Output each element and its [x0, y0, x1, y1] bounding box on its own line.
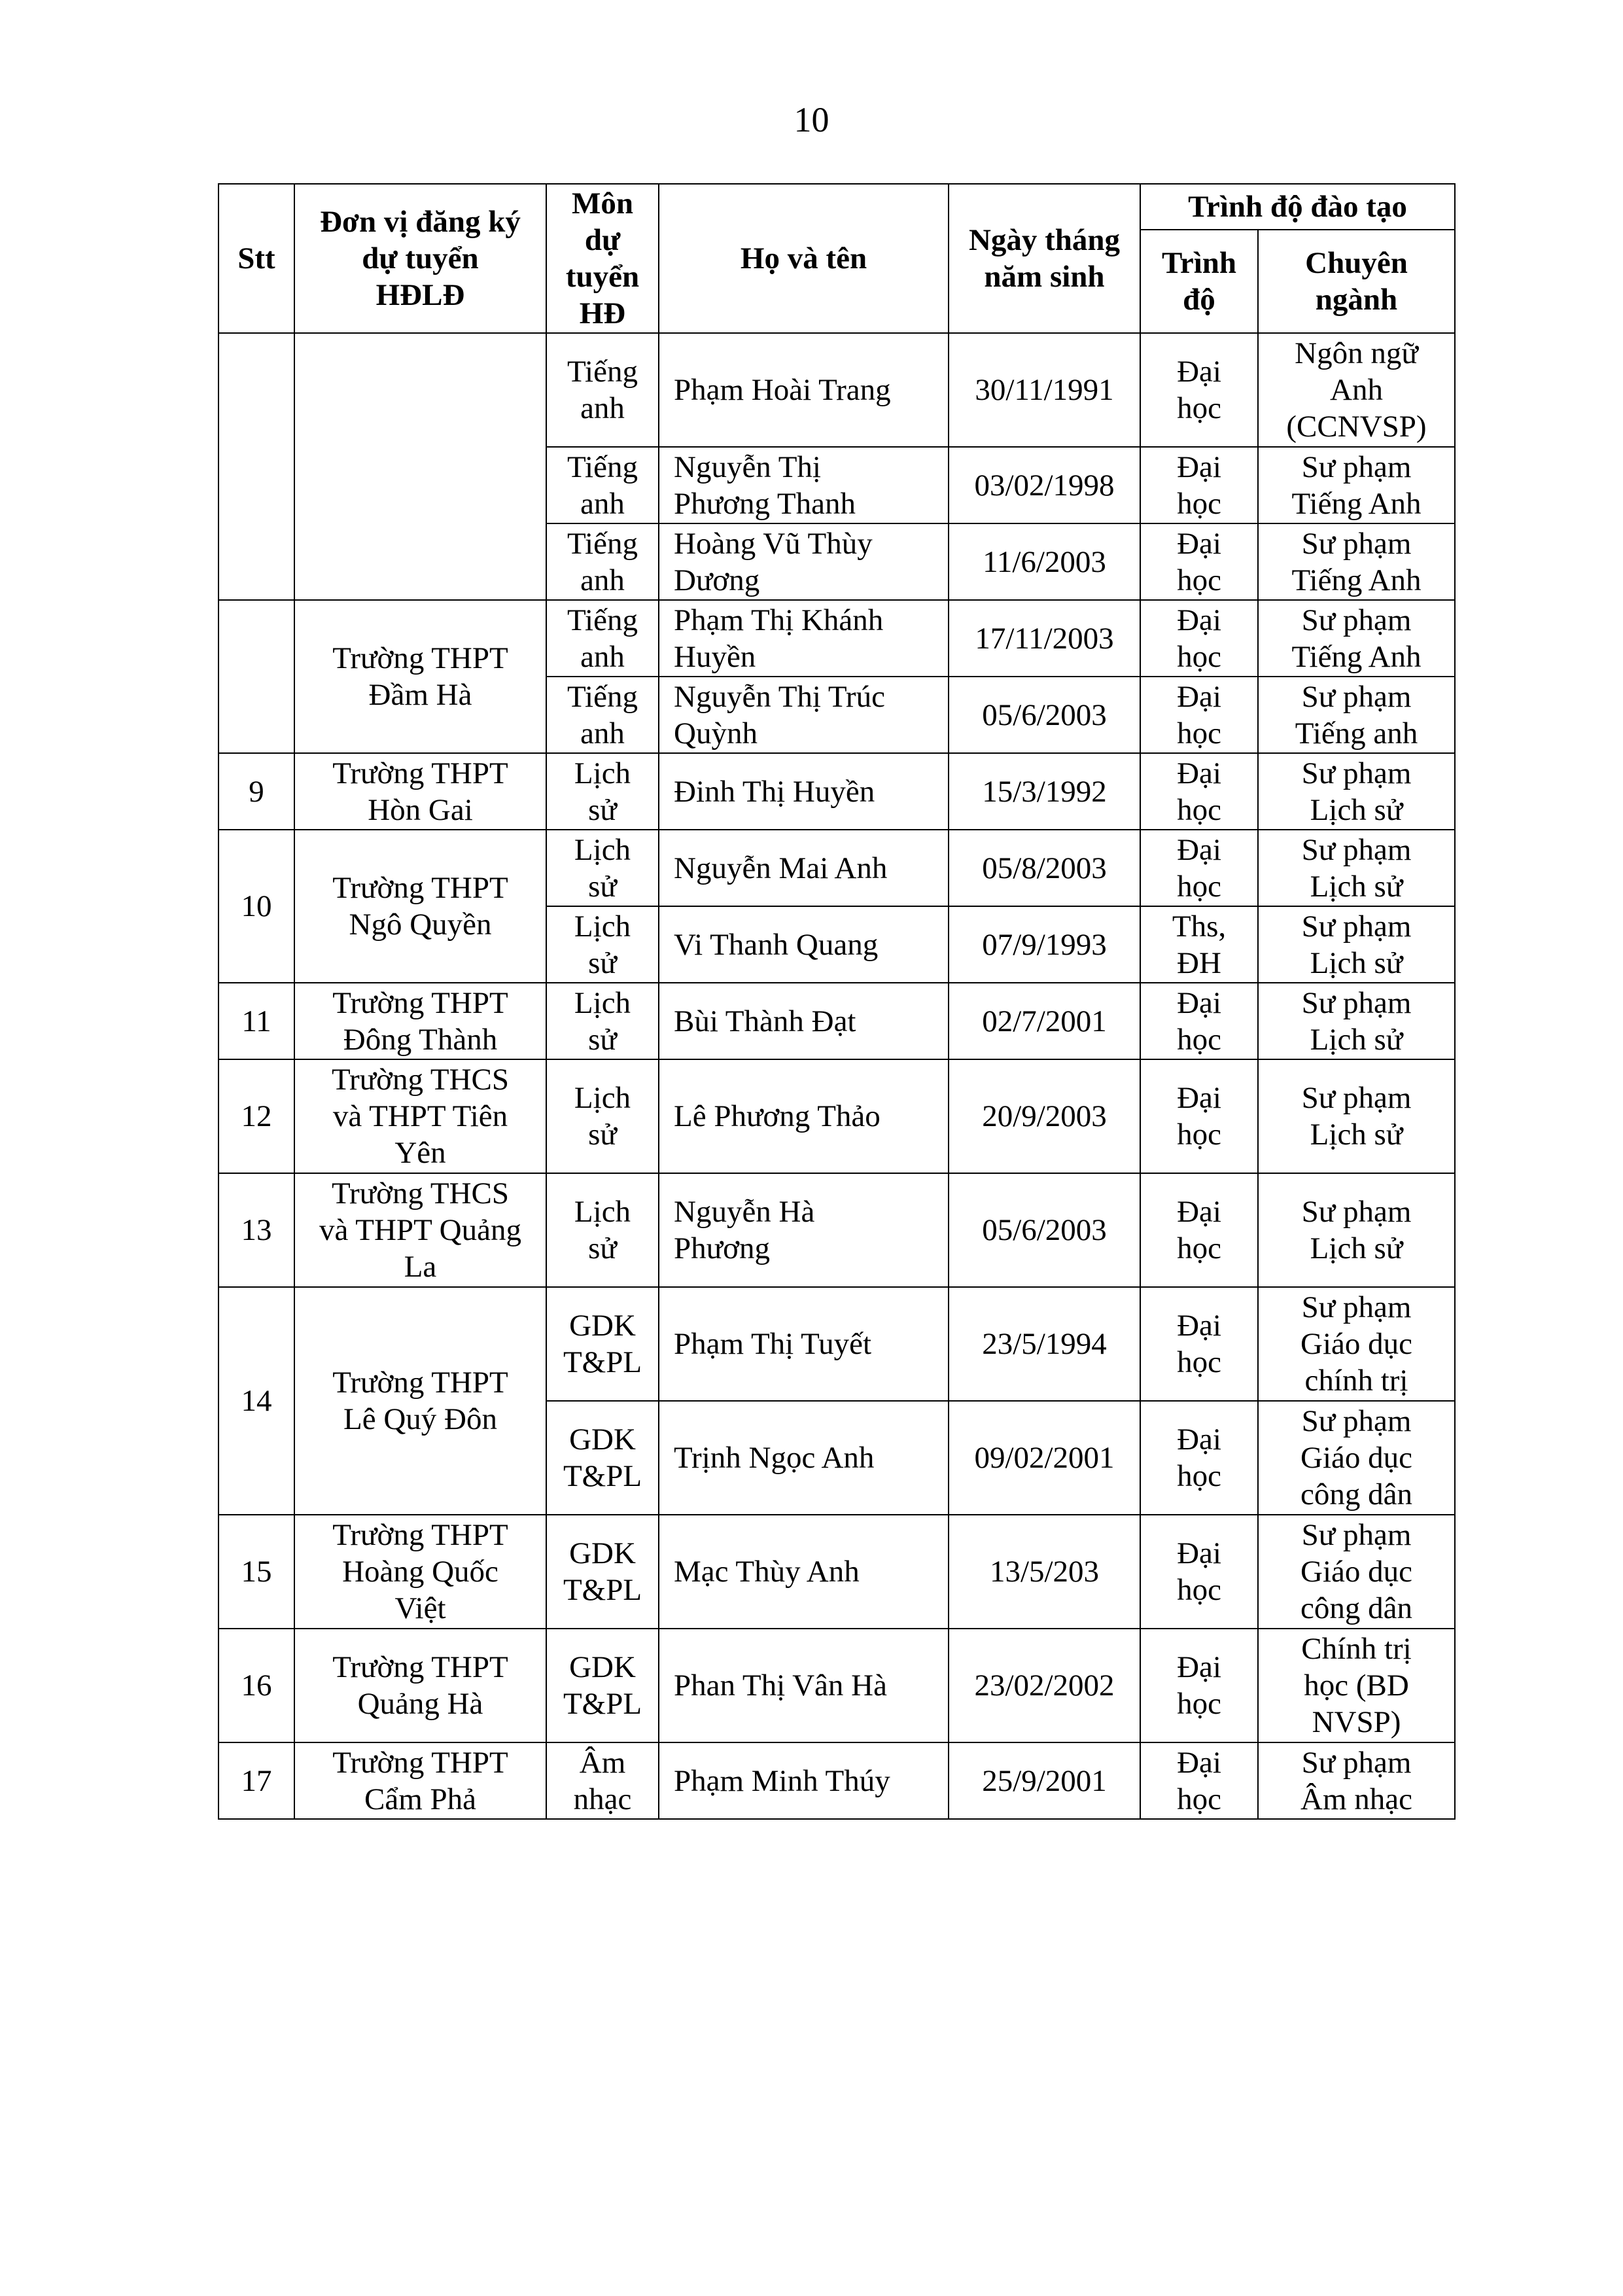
dob-cell: 30/11/1991	[949, 333, 1140, 447]
name-cell: Đinh Thị Huyền	[659, 753, 949, 830]
major-cell: Sư phạm Lịch sử	[1258, 983, 1455, 1059]
level-cell: Đại học	[1140, 753, 1258, 830]
name-cell: Nguyễn Mai Anh	[659, 830, 949, 906]
unit-cell: Trường THPT Lê Quý Đôn	[294, 1287, 546, 1515]
stt-cell	[218, 333, 294, 600]
major-cell: Ngôn ngữ Anh (CCNVSP)	[1258, 333, 1455, 447]
major-cell: Sư phạm Lịch sử	[1258, 906, 1455, 983]
level-cell: Đại học	[1140, 1515, 1258, 1629]
subject-cell: Tiếng anh	[546, 447, 659, 523]
table-row	[218, 1629, 1455, 1742]
table-row	[218, 333, 1455, 447]
level-cell: Đại học	[1140, 677, 1258, 753]
major-cell: Sư phạm Tiếng Anh	[1258, 523, 1455, 600]
subject-cell: GDK T&PL	[546, 1515, 659, 1629]
stt-cell: 17	[218, 1742, 294, 1819]
unit-cell: Trường THCS và THPT Quảng La	[294, 1173, 546, 1287]
subject-cell: Lịch sử	[546, 1059, 659, 1173]
subject-cell: Tiếng anh	[546, 600, 659, 677]
table-row	[218, 830, 1455, 906]
subject-cell: Tiếng anh	[546, 333, 659, 447]
subject-cell: Tiếng anh	[546, 523, 659, 600]
stt-cell: 16	[218, 1629, 294, 1742]
name-cell: Phạm Hoài Trang	[659, 333, 949, 447]
table-row	[218, 1287, 1455, 1401]
level-cell: Đại học	[1140, 333, 1258, 447]
major-cell: Sư phạm Lịch sử	[1258, 830, 1455, 906]
subject-cell: Âm nhạc	[546, 1742, 659, 1819]
level-cell: Đại học	[1140, 1287, 1258, 1401]
level-cell: Đại học	[1140, 1059, 1258, 1173]
level-cell: Đại học	[1140, 600, 1258, 677]
dob-cell: 23/5/1994	[949, 1287, 1140, 1401]
dob-cell: 20/9/2003	[949, 1059, 1140, 1173]
dob-cell: 03/02/1998	[949, 447, 1140, 523]
level-cell: Đại học	[1140, 1173, 1258, 1287]
header-stt: Stt	[218, 184, 294, 333]
unit-cell: Trường THPT Quảng Hà	[294, 1629, 546, 1742]
dob-cell: 13/5/203	[949, 1515, 1140, 1629]
name-cell: Vi Thanh Quang	[659, 906, 949, 983]
dob-cell: 09/02/2001	[949, 1401, 1140, 1515]
level-cell: Đại học	[1140, 983, 1258, 1059]
stt-cell: 10	[218, 830, 294, 983]
level-cell: Ths, ĐH	[1140, 906, 1258, 983]
name-cell: Nguyễn Thị Trúc Quỳnh	[659, 677, 949, 753]
major-cell: Sư phạm Giáo dục công dân	[1258, 1515, 1455, 1629]
unit-cell	[294, 333, 546, 600]
table-row	[218, 1742, 1455, 1819]
name-cell: Phạm Thị Tuyết	[659, 1287, 949, 1401]
level-cell: Đại học	[1140, 1629, 1258, 1742]
name-cell: Hoàng Vũ Thùy Dương	[659, 523, 949, 600]
header-subject: Môn dự tuyển HĐ	[546, 184, 659, 333]
major-cell: Sư phạm Tiếng anh	[1258, 677, 1455, 753]
major-cell: Sư phạm Lịch sử	[1258, 1059, 1455, 1173]
table-row	[218, 983, 1455, 1059]
level-cell: Đại học	[1140, 447, 1258, 523]
major-cell: Sư phạm Tiếng Anh	[1258, 600, 1455, 677]
name-cell: Nguyễn Thị Phương Thanh	[659, 447, 949, 523]
name-cell: Nguyễn Hà Phương	[659, 1173, 949, 1287]
header-major: Chuyên ngành	[1258, 230, 1455, 333]
table-row	[218, 1515, 1455, 1629]
name-cell: Phạm Thị Khánh Huyền	[659, 600, 949, 677]
name-cell: Lê Phương Thảo	[659, 1059, 949, 1173]
dob-cell: 05/6/2003	[949, 1173, 1140, 1287]
unit-cell: Trường THPT Cẩm Phả	[294, 1742, 546, 1819]
unit-cell: Trường THPT Đầm Hà	[294, 600, 546, 753]
header-training: Trình độ đào tạo	[1140, 184, 1455, 230]
major-cell: Chính trị học (BD NVSP)	[1258, 1629, 1455, 1742]
table-row	[218, 753, 1455, 830]
subject-cell: Lịch sử	[546, 830, 659, 906]
subject-cell: Lịch sử	[546, 1173, 659, 1287]
level-cell: Đại học	[1140, 1401, 1258, 1515]
header-dob: Ngày tháng năm sinh	[949, 184, 1140, 333]
dob-cell: 25/9/2001	[949, 1742, 1140, 1819]
table-row	[218, 1173, 1455, 1287]
level-cell: Đại học	[1140, 523, 1258, 600]
stt-cell: 11	[218, 983, 294, 1059]
dob-cell: 05/8/2003	[949, 830, 1140, 906]
unit-cell: Trường THPT Đông Thành	[294, 983, 546, 1059]
level-cell: Đại học	[1140, 1742, 1258, 1819]
major-cell: Sư phạm Lịch sử	[1258, 753, 1455, 830]
dob-cell: 05/6/2003	[949, 677, 1140, 753]
name-cell: Mạc Thùy Anh	[659, 1515, 949, 1629]
subject-cell: Lịch sử	[546, 906, 659, 983]
subject-cell: GDK T&PL	[546, 1401, 659, 1515]
table-row	[218, 600, 1455, 677]
stt-cell: 13	[218, 1173, 294, 1287]
name-cell: Trịnh Ngọc Anh	[659, 1401, 949, 1515]
stt-cell: 15	[218, 1515, 294, 1629]
unit-cell: Trường THPT Hoàng Quốc Việt	[294, 1515, 546, 1629]
stt-cell: 14	[218, 1287, 294, 1515]
major-cell: Sư phạm Lịch sử	[1258, 1173, 1455, 1287]
dob-cell: 15/3/1992	[949, 753, 1140, 830]
unit-cell: Trường THPT Ngô Quyền	[294, 830, 546, 983]
unit-cell: Trường THCS và THPT Tiên Yên	[294, 1059, 546, 1173]
dob-cell: 11/6/2003	[949, 523, 1140, 600]
header-level: Trình độ	[1140, 230, 1258, 333]
dob-cell: 07/9/1993	[949, 906, 1140, 983]
level-cell: Đại học	[1140, 830, 1258, 906]
name-cell: Phan Thị Vân Hà	[659, 1629, 949, 1742]
major-cell: Sư phạm Giáo dục chính trị	[1258, 1287, 1455, 1401]
subject-cell: GDK T&PL	[546, 1629, 659, 1742]
major-cell: Sư phạm Âm nhạc	[1258, 1742, 1455, 1819]
unit-cell: Trường THPT Hòn Gai	[294, 753, 546, 830]
name-cell: Phạm Minh Thúy	[659, 1742, 949, 1819]
header-unit: Đơn vị đăng ký dự tuyển HĐLĐ	[294, 184, 546, 333]
candidate-table	[218, 183, 1456, 1820]
stt-cell	[218, 600, 294, 753]
subject-cell: Lịch sử	[546, 983, 659, 1059]
subject-cell: Tiếng anh	[546, 677, 659, 753]
major-cell: Sư phạm Tiếng Anh	[1258, 447, 1455, 523]
major-cell: Sư phạm Giáo dục công dân	[1258, 1401, 1455, 1515]
table-row	[218, 1059, 1455, 1173]
page-number: 10	[794, 100, 829, 139]
name-cell: Bùi Thành Đạt	[659, 983, 949, 1059]
dob-cell: 02/7/2001	[949, 983, 1140, 1059]
subject-cell: GDK T&PL	[546, 1287, 659, 1401]
dob-cell: 17/11/2003	[949, 600, 1140, 677]
stt-cell: 12	[218, 1059, 294, 1173]
stt-cell: 9	[218, 753, 294, 830]
dob-cell: 23/02/2002	[949, 1629, 1140, 1742]
header-name: Họ và tên	[659, 184, 949, 333]
subject-cell: Lịch sử	[546, 753, 659, 830]
